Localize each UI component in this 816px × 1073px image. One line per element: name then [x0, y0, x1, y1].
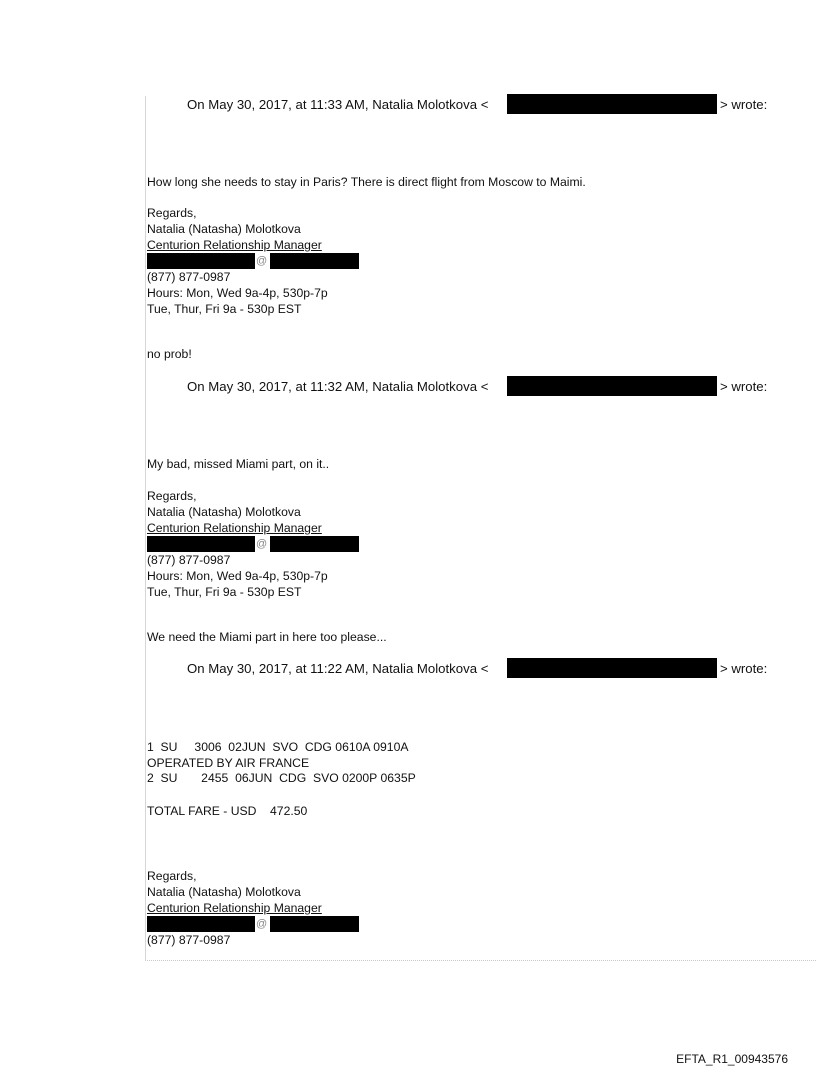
- signature-name: Natalia (Natasha) Molotkova: [147, 505, 301, 519]
- redacted-email: [507, 658, 717, 678]
- reply-text: We need the Miami part in here too please...: [147, 630, 387, 644]
- message-body: My bad, missed Miami part, on it..: [147, 457, 330, 471]
- redacted-email-domain: [270, 536, 359, 552]
- signature-hours: Hours: Mon, Wed 9a-4p, 530p-7p: [147, 569, 328, 583]
- email-at-sign: @: [256, 918, 268, 930]
- quote-header-prefix: On May 30, 2017, at 11:33 AM, Natalia Molotkova <: [187, 97, 489, 112]
- signature-hours: Tue, Thur, Fri 9a - 530p EST: [147, 302, 302, 316]
- signature-title: Centurion Relationship Manager: [147, 238, 322, 252]
- email-at-sign: @: [256, 538, 268, 550]
- quote-header-prefix: On May 30, 2017, at 11:22 AM, Natalia Molotkova <: [187, 661, 489, 676]
- itinerary-line: OPERATED BY AIR FRANCE: [147, 756, 310, 770]
- redacted-email-user: [147, 916, 255, 932]
- signature-phone: (877) 877-0987: [147, 270, 231, 284]
- redacted-email-user: [147, 536, 255, 552]
- signature-greeting: Regards,: [147, 206, 197, 220]
- signature-hours: Tue, Thur, Fri 9a - 530p EST: [147, 585, 302, 599]
- signature-phone: (877) 877-0987: [147, 553, 231, 567]
- redacted-email-domain: [270, 253, 359, 269]
- signature-title: Centurion Relationship Manager: [147, 901, 322, 915]
- redacted-email: [507, 94, 717, 114]
- message-body: How long she needs to stay in Paris? There is direct flight from Moscow to Maimi.: [147, 175, 586, 189]
- signature-greeting: Regards,: [147, 489, 197, 503]
- signature-greeting: Regards,: [147, 869, 197, 883]
- itinerary-line: 1 SU 3006 02JUN SVO CDG 0610A 0910A: [147, 740, 409, 754]
- itinerary-line: 2 SU 2455 06JUN CDG SVO 0200P 0635P: [147, 771, 416, 785]
- total-fare: TOTAL FARE - USD 472.50: [147, 804, 308, 818]
- document-id: EFTA_R1_00943576: [676, 1052, 788, 1066]
- signature-title: Centurion Relationship Manager: [147, 521, 322, 535]
- quote-header-prefix: On May 30, 2017, at 11:32 AM, Natalia Molotkova <: [187, 379, 489, 394]
- reply-text: no prob!: [147, 347, 192, 361]
- redacted-email-domain: [270, 916, 359, 932]
- redacted-email-user: [147, 253, 255, 269]
- quote-header-suffix: > wrote:: [720, 97, 768, 112]
- signature-hours: Hours: Mon, Wed 9a-4p, 530p-7p: [147, 286, 328, 300]
- signature-name: Natalia (Natasha) Molotkova: [147, 222, 301, 236]
- signature-phone: (877) 877-0987: [147, 933, 231, 947]
- quote-header-suffix: > wrote:: [720, 661, 768, 676]
- redacted-email: [507, 376, 717, 396]
- quote-header-suffix: > wrote:: [720, 379, 768, 394]
- email-at-sign: @: [256, 255, 268, 267]
- signature-name: Natalia (Natasha) Molotkova: [147, 885, 301, 899]
